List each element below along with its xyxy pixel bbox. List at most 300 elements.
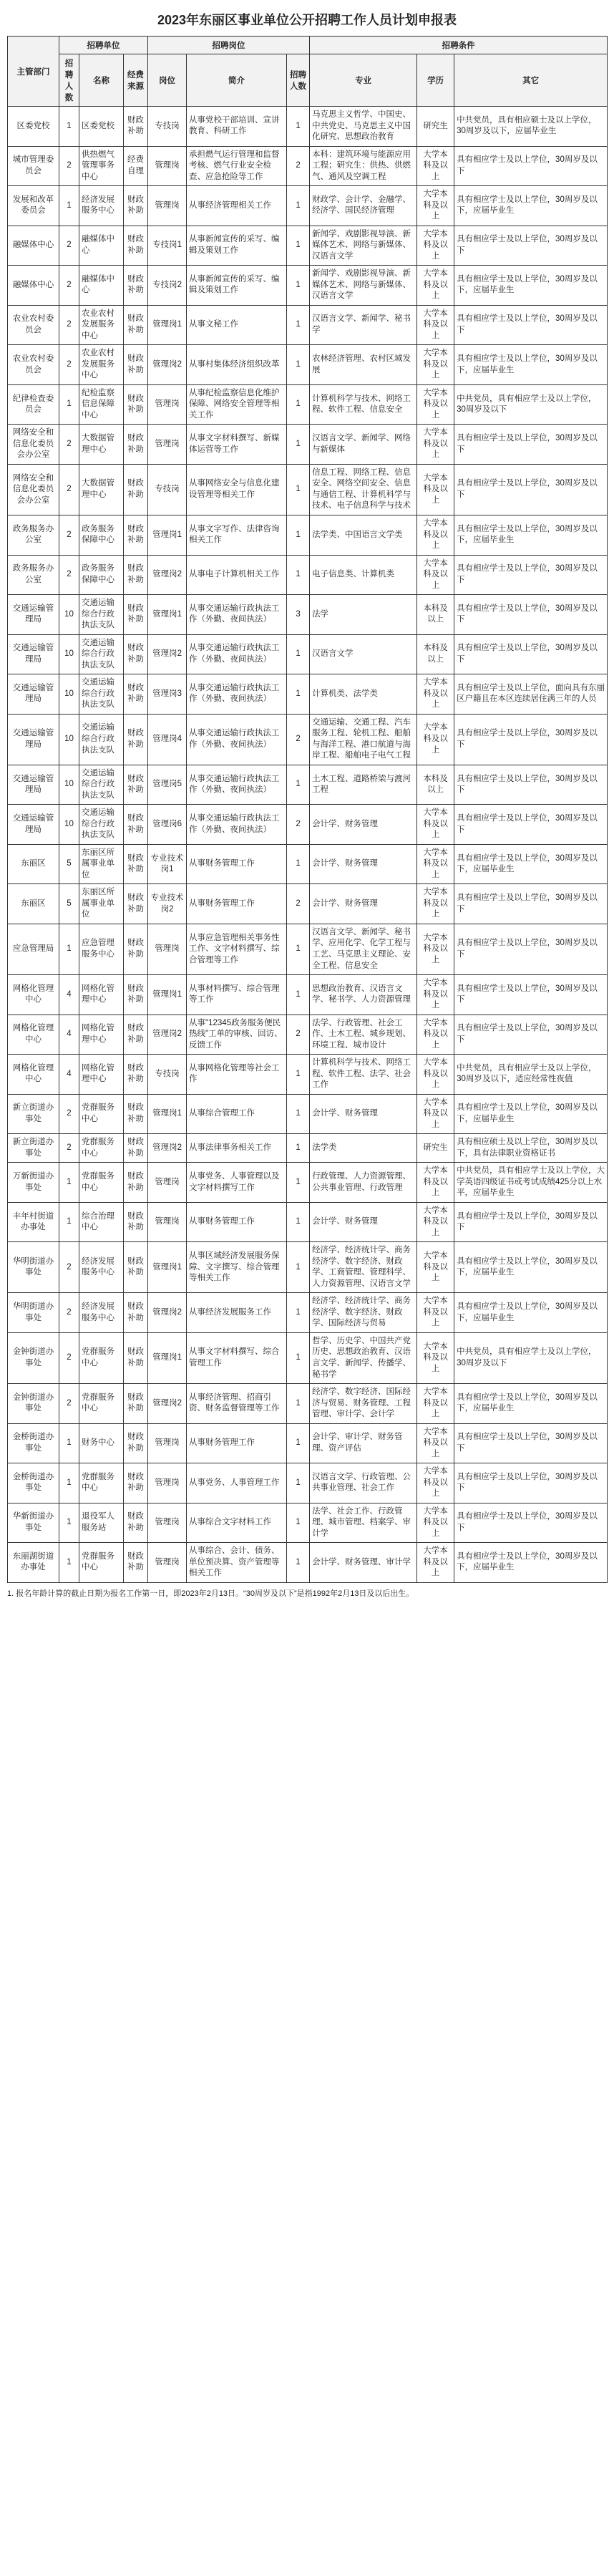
cell-major: 新闻学、戏剧影视导演、新媒体艺术、网络与新媒体、汉语言文学 — [310, 266, 417, 306]
cell-position-count: 3 — [287, 595, 310, 635]
cell-position-count: 1 — [287, 1503, 310, 1543]
cell-other: 具有相应硕士及以上学位，30周岁及以下，具有法律职业资格证书 — [454, 1134, 608, 1163]
cell-other: 中共党员，具有相应学士及以上学位，30周岁及以下 — [454, 1332, 608, 1383]
cell-other: 具有相应学士及以上学位，30周岁及以下，应届毕业生 — [454, 1543, 608, 1583]
cell-unit-count: 1 — [59, 924, 79, 974]
cell-intro: 从事村集体经济组织改革 — [187, 345, 287, 385]
cell-other: 中共党员，具有相应学士及以上学位，大学英语四级证书或考试成绩425分以上水平，应届毕业生 — [454, 1163, 608, 1203]
cell-intro: 从事区域经济发展服务保障、文字撰写、综合管理等相关工作 — [187, 1242, 287, 1293]
cell-intro: 从事交通运输行政执法工作（外勤、夜间执法） — [187, 674, 287, 715]
table-row — [8, 1503, 608, 1543]
cell-unit-name: 应急管理服务中心 — [79, 924, 124, 974]
cell-funding: 财政补助 — [124, 1015, 148, 1055]
cell-unit-count: 4 — [59, 975, 79, 1015]
cell-other: 具有相应学士及以上学位，30周岁及以下，应届毕业生 — [454, 266, 608, 306]
table-row — [8, 305, 608, 345]
cell-department: 网络安全和信息化委员会办公室 — [8, 425, 59, 465]
cell-intro: 从事交通运输行政执法工作（外勤、夜间执法） — [187, 805, 287, 845]
cell-unit-count: 1 — [59, 1423, 79, 1463]
cell-department: 金钟街道办事处 — [8, 1332, 59, 1383]
header-group-position: 招聘岗位 — [148, 37, 310, 54]
cell-department: 金钟街道办事处 — [8, 1384, 59, 1424]
cell-intro: 从事电子计算机相关工作 — [187, 555, 287, 595]
cell-intro: 从事综合文字材料工作 — [187, 1503, 287, 1543]
cell-other: 具有相应学士及以上学位，30周岁及以下，应届毕业生 — [454, 844, 608, 884]
cell-funding: 财政补助 — [124, 1094, 148, 1134]
cell-funding: 财政补助 — [124, 1293, 148, 1333]
cell-position-count: 2 — [287, 146, 310, 186]
cell-department: 华明街道办事处 — [8, 1242, 59, 1293]
cell-position: 管理岗1 — [148, 1332, 187, 1383]
cell-position: 管理岗 — [148, 425, 187, 465]
cell-unit-count: 2 — [59, 305, 79, 345]
cell-intro: 从事网格化管理等社会工作 — [187, 1055, 287, 1095]
cell-major: 本科：建筑环境与能源应用工程；研究生：供热、供燃气、通风及空调工程 — [310, 146, 417, 186]
cell-major: 法学、社会工作、行政管理、城市管理、档案学、审计学 — [310, 1503, 417, 1543]
cell-position: 管理岗1 — [148, 595, 187, 635]
cell-position-count: 1 — [287, 1202, 310, 1242]
table-row — [8, 884, 608, 924]
cell-funding: 财政补助 — [124, 975, 148, 1015]
cell-unit-count: 10 — [59, 765, 79, 805]
cell-education: 大学本科及以上 — [417, 674, 454, 715]
cell-funding: 经费自理 — [124, 146, 148, 186]
cell-major: 行政管理、人力资源管理、公共事业管理、行政管理 — [310, 1163, 417, 1203]
cell-major: 法学类、中国语言文学类 — [310, 515, 417, 555]
cell-education: 大学本科及以上 — [417, 1293, 454, 1333]
cell-department: 华明街道办事处 — [8, 1293, 59, 1333]
cell-other: 具有相应学士及以上学位，30周岁及以下 — [454, 634, 608, 674]
table-row — [8, 765, 608, 805]
table-row — [8, 515, 608, 555]
cell-education: 大学本科及以上 — [417, 1202, 454, 1242]
cell-position: 管理岗1 — [148, 1242, 187, 1293]
cell-position: 管理岗2 — [148, 555, 187, 595]
cell-position-count: 1 — [287, 1134, 310, 1163]
cell-funding: 财政补助 — [124, 1384, 148, 1424]
cell-department: 东丽区 — [8, 884, 59, 924]
cell-major: 思想政治教育、汉语言文学、秘书学、人力资源管理 — [310, 975, 417, 1015]
cell-intro: 从事经济管理相关工作 — [187, 186, 287, 226]
cell-unit-name: 经济发展服务中心 — [79, 1242, 124, 1293]
cell-position: 管理岗4 — [148, 714, 187, 765]
cell-funding: 财政补助 — [124, 305, 148, 345]
cell-department: 交通运输管理局 — [8, 674, 59, 715]
cell-unit-name: 政务服务保障中心 — [79, 515, 124, 555]
cell-unit-count: 10 — [59, 634, 79, 674]
table-row — [8, 226, 608, 266]
cell-intro: 从事交通运输行政执法工作（外勤、夜间执法） — [187, 595, 287, 635]
cell-position-count: 1 — [287, 186, 310, 226]
cell-education: 大学本科及以上 — [417, 384, 454, 425]
cell-department: 金桥街道办事处 — [8, 1423, 59, 1463]
cell-education: 大学本科及以上 — [417, 1332, 454, 1383]
cell-department: 交通运输管理局 — [8, 765, 59, 805]
cell-major: 计算机科学与技术、网络工程、软件工程、信息安全 — [310, 384, 417, 425]
cell-unit-name: 党群服务中心 — [79, 1332, 124, 1383]
cell-major: 会计学、财务管理、审计学 — [310, 1543, 417, 1583]
cell-unit-name: 农业农村发展服务中心 — [79, 305, 124, 345]
cell-education: 本科及以上 — [417, 634, 454, 674]
header-group-unit: 招聘单位 — [59, 37, 148, 54]
cell-education: 大学本科及以上 — [417, 1543, 454, 1583]
cell-other: 具有相应学士及以上学位，30周岁及以下，应届毕业生 — [454, 186, 608, 226]
cell-position: 管理岗2 — [148, 1015, 187, 1055]
table-row — [8, 384, 608, 425]
cell-major: 计算机类、法学类 — [310, 674, 417, 715]
cell-major: 汉语言文学、新闻学、秘书学 — [310, 305, 417, 345]
cell-department: 政务服务办公室 — [8, 555, 59, 595]
cell-unit-name: 党群服务中心 — [79, 1134, 124, 1163]
cell-position: 管理岗 — [148, 146, 187, 186]
cell-funding: 财政补助 — [124, 1332, 148, 1383]
cell-position-count: 1 — [287, 1242, 310, 1293]
cell-unit-name: 东丽区所属事业单位 — [79, 884, 124, 924]
table-row — [8, 1015, 608, 1055]
cell-unit-count: 1 — [59, 186, 79, 226]
cell-intro: 从事新闻宣传的采写、编辑及策划工作 — [187, 266, 287, 306]
cell-major: 汉语言文学 — [310, 634, 417, 674]
cell-position-count: 1 — [287, 1384, 310, 1424]
header-position-count: 招聘人数 — [287, 54, 310, 107]
cell-education: 大学本科及以上 — [417, 805, 454, 845]
cell-unit-count: 2 — [59, 464, 79, 515]
cell-funding: 财政补助 — [124, 595, 148, 635]
cell-major: 会计学、财务管理 — [310, 844, 417, 884]
cell-major: 汉语言文学、新闻学、秘书学、应用化学、化学工程与工艺、马克思主义理论、安全工程、信息安全 — [310, 924, 417, 974]
header-funding: 经费来源 — [124, 54, 148, 107]
cell-position-count: 1 — [287, 266, 310, 306]
cell-other: 中共党员，具有相应学士及以上学位，30周岁及以下，适应经常性夜值 — [454, 1055, 608, 1095]
cell-education: 大学本科及以上 — [417, 515, 454, 555]
cell-department: 网格化管理中心 — [8, 1015, 59, 1055]
table-row — [8, 1163, 608, 1203]
cell-major: 法学类 — [310, 1134, 417, 1163]
cell-funding: 财政补助 — [124, 384, 148, 425]
cell-other: 具有相应学士及以上学位，30周岁及以下 — [454, 1463, 608, 1504]
cell-intro: 从事经济发展服务工作 — [187, 1293, 287, 1333]
cell-education: 大学本科及以上 — [417, 226, 454, 266]
cell-other: 具有相应学士及以上学位，30周岁及以下，应届毕业生 — [454, 515, 608, 555]
cell-unit-count: 4 — [59, 1055, 79, 1095]
cell-major: 会计学、财务管理 — [310, 1202, 417, 1242]
cell-intro: 从事"12345政务服务便民热线"工单的审核、回访、反馈工作 — [187, 1015, 287, 1055]
cell-other: 具有相应学士及以上学位，30周岁及以下 — [454, 1423, 608, 1463]
cell-funding: 财政补助 — [124, 674, 148, 715]
cell-funding: 财政补助 — [124, 266, 148, 306]
cell-unit-name: 党群服务中心 — [79, 1094, 124, 1134]
cell-funding: 财政补助 — [124, 1423, 148, 1463]
cell-other: 具有相应学士及以上学位，30周岁及以下 — [454, 425, 608, 465]
cell-position: 管理岗 — [148, 1543, 187, 1583]
cell-major: 会计学、财务管理 — [310, 1094, 417, 1134]
cell-funding: 财政补助 — [124, 1202, 148, 1242]
cell-unit-count: 5 — [59, 884, 79, 924]
header-position: 岗位 — [148, 54, 187, 107]
cell-funding: 财政补助 — [124, 186, 148, 226]
cell-position: 专技岗1 — [148, 226, 187, 266]
cell-department: 新立街道办事处 — [8, 1094, 59, 1134]
cell-unit-count: 2 — [59, 425, 79, 465]
cell-intro: 从事综合管理工作 — [187, 1094, 287, 1134]
table-header — [8, 37, 608, 107]
cell-other: 具有相应学士及以上学位，30周岁及以下 — [454, 464, 608, 515]
cell-unit-count: 2 — [59, 345, 79, 385]
cell-position-count: 1 — [287, 515, 310, 555]
cell-department: 丰年村街道办事处 — [8, 1202, 59, 1242]
cell-unit-count: 2 — [59, 555, 79, 595]
cell-department: 网络安全和信息化委员会办公室 — [8, 464, 59, 515]
cell-major: 会计学、财务管理 — [310, 884, 417, 924]
cell-department: 农业农村委员会 — [8, 305, 59, 345]
cell-education: 大学本科及以上 — [417, 714, 454, 765]
cell-other: 具有相应学士及以上学位，30周岁及以下 — [454, 226, 608, 266]
cell-department: 交通运输管理局 — [8, 595, 59, 635]
cell-position-count: 1 — [287, 305, 310, 345]
table-row — [8, 1202, 608, 1242]
cell-unit-count: 2 — [59, 1094, 79, 1134]
cell-funding: 财政补助 — [124, 1055, 148, 1095]
cell-intro: 从事党务、人事管理以及文字材料撰写工作 — [187, 1163, 287, 1203]
cell-unit-name: 交通运输综合行政执法支队 — [79, 714, 124, 765]
cell-education: 大学本科及以上 — [417, 975, 454, 1015]
cell-unit-count: 10 — [59, 805, 79, 845]
cell-education: 大学本科及以上 — [417, 1055, 454, 1095]
cell-unit-count: 2 — [59, 1384, 79, 1424]
header-education: 学历 — [417, 54, 454, 107]
cell-position: 专技岗2 — [148, 266, 187, 306]
cell-intro: 从事交通运输行政执法工作（外勤、夜间执法） — [187, 714, 287, 765]
table-row — [8, 1242, 608, 1293]
cell-major: 哲学、历史学、中国共产党历史、思想政治教育、汉语言文学、新闻学、传播学、秘书学 — [310, 1332, 417, 1383]
cell-department: 金桥街道办事处 — [8, 1463, 59, 1504]
cell-department: 网格化管理中心 — [8, 975, 59, 1015]
cell-position: 专技岗 — [148, 1055, 187, 1095]
recruitment-table — [7, 36, 608, 1583]
cell-education: 大学本科及以上 — [417, 186, 454, 226]
cell-education: 研究生 — [417, 107, 454, 147]
cell-department: 交通运输管理局 — [8, 714, 59, 765]
table-row — [8, 844, 608, 884]
cell-unit-name: 东丽区所属事业单位 — [79, 844, 124, 884]
table-row — [8, 1094, 608, 1134]
cell-education: 大学本科及以上 — [417, 1163, 454, 1203]
cell-funding: 财政补助 — [124, 1163, 148, 1203]
table-row — [8, 924, 608, 974]
cell-funding: 财政补助 — [124, 226, 148, 266]
table-row — [8, 107, 608, 147]
cell-intro: 从事经济管理、招商引资、财务监督管理等工作 — [187, 1384, 287, 1424]
cell-department: 交通运输管理局 — [8, 634, 59, 674]
cell-position: 管理岗3 — [148, 674, 187, 715]
cell-education: 大学本科及以上 — [417, 266, 454, 306]
table-row — [8, 1543, 608, 1583]
cell-position: 管理岗2 — [148, 345, 187, 385]
cell-education: 大学本科及以上 — [417, 1384, 454, 1424]
cell-other: 具有相应学士及以上学位，30周岁及以下 — [454, 765, 608, 805]
cell-unit-name: 交通运输综合行政执法支队 — [79, 765, 124, 805]
cell-funding: 财政补助 — [124, 884, 148, 924]
table-row — [8, 714, 608, 765]
cell-major: 财政学、会计学、金融学、经济学、国民经济管理 — [310, 186, 417, 226]
cell-major: 农林经济管理、农村区域发展 — [310, 345, 417, 385]
header-unit-count: 招聘人数 — [59, 54, 79, 107]
cell-major: 信息工程、网络工程、信息安全、网络空间安全、信息与通信工程、计算机科学与技术、电子信息科学与技术 — [310, 464, 417, 515]
header-intro: 简介 — [187, 54, 287, 107]
cell-major: 会计学、财务管理 — [310, 805, 417, 845]
cell-unit-count: 10 — [59, 674, 79, 715]
cell-major: 马克思主义哲学、中国史、中共党史、马克思主义中国化研究、思想政治教育 — [310, 107, 417, 147]
cell-unit-name: 财务中心 — [79, 1423, 124, 1463]
cell-major: 交通运输、交通工程、汽车服务工程、轮机工程、船舶与海洋工程、港口航道与海岸工程、船舶电子电气工程 — [310, 714, 417, 765]
cell-education: 大学本科及以上 — [417, 1423, 454, 1463]
cell-unit-count: 2 — [59, 146, 79, 186]
cell-position-count: 1 — [287, 1163, 310, 1203]
cell-funding: 财政补助 — [124, 924, 148, 974]
cell-major: 经济学、经济统计学、商务经济学、数字经济、财政学、国际经济与贸易 — [310, 1293, 417, 1333]
table-body — [8, 107, 608, 1583]
cell-position-count: 2 — [287, 1015, 310, 1055]
cell-other: 具有相应学士及以上学位，30周岁及以下 — [454, 595, 608, 635]
table-row — [8, 805, 608, 845]
cell-position: 专技岗 — [148, 464, 187, 515]
cell-unit-count: 10 — [59, 714, 79, 765]
cell-intro: 承担燃气运行管理和监督考核、燃气行业安全检查、应急抢险等工作 — [187, 146, 287, 186]
cell-position-count: 1 — [287, 425, 310, 465]
cell-position: 管理岗 — [148, 1503, 187, 1543]
header-other: 其它 — [454, 54, 608, 107]
cell-unit-count: 1 — [59, 1202, 79, 1242]
cell-funding: 财政补助 — [124, 515, 148, 555]
cell-department: 发展和改革委员会 — [8, 186, 59, 226]
cell-position: 专技岗 — [148, 107, 187, 147]
cell-department: 融媒体中心 — [8, 266, 59, 306]
cell-intro: 从事文字写作、法律咨询相关工作 — [187, 515, 287, 555]
page-title: 2023年东丽区事业单位公开招聘工作人员计划申报表 — [157, 13, 457, 27]
cell-intro: 从事法律事务相关工作 — [187, 1134, 287, 1163]
cell-funding: 财政补助 — [124, 1503, 148, 1543]
cell-position: 管理岗 — [148, 1463, 187, 1504]
cell-department: 网格化管理中心 — [8, 1055, 59, 1095]
footnote: 1. 报名年龄计算的截止日期为报名工作第一日，即2023年2月13日。“30周岁及以下”是指1992年2月13日及以后出生。 — [7, 1589, 414, 1598]
cell-department: 纪律检查委员会 — [8, 384, 59, 425]
cell-education: 大学本科及以上 — [417, 884, 454, 924]
cell-position: 管理岗 — [148, 186, 187, 226]
cell-major: 法学、行政管理、社会工作、土木工程、城乡规划、环境工程、城市设计 — [310, 1015, 417, 1055]
cell-position: 管理岗 — [148, 924, 187, 974]
cell-major: 经济学、数字经济、国际经济与贸易、财务管理、工程管理、审计学、会计学 — [310, 1384, 417, 1424]
header-department: 主管部门 — [8, 37, 59, 107]
table-row — [8, 186, 608, 226]
cell-unit-count: 10 — [59, 595, 79, 635]
cell-intro: 从事财务管理工作 — [187, 844, 287, 884]
cell-education: 本科及以上 — [417, 765, 454, 805]
cell-other: 具有相应学士及以上学位，30周岁及以下 — [454, 1015, 608, 1055]
cell-unit-name: 退役军人服务站 — [79, 1503, 124, 1543]
header-group-conditions: 招聘条件 — [310, 37, 608, 54]
cell-major: 新闻学、戏剧影视导演、新媒体艺术、网络与新媒体、汉语言文学 — [310, 226, 417, 266]
header-major: 专业 — [310, 54, 417, 107]
cell-intro: 从事交通运输行政执法工作（外勤、夜间执法） — [187, 634, 287, 674]
cell-unit-count: 1 — [59, 1543, 79, 1583]
cell-funding: 财政补助 — [124, 765, 148, 805]
cell-position: 管理岗2 — [148, 1293, 187, 1333]
cell-department: 东丽湖街道办事处 — [8, 1543, 59, 1583]
cell-other: 具有相应学士及以上学位，30周岁及以下，应届毕业生 — [454, 1293, 608, 1333]
cell-department: 新立街道办事处 — [8, 1134, 59, 1163]
cell-position: 管理岗1 — [148, 515, 187, 555]
cell-department: 交通运输管理局 — [8, 805, 59, 845]
cell-other: 具有相应学士及以上学位，30周岁及以下 — [454, 805, 608, 845]
cell-unit-count: 1 — [59, 384, 79, 425]
cell-education: 大学本科及以上 — [417, 146, 454, 186]
cell-unit-count: 2 — [59, 515, 79, 555]
cell-other: 具有相应学士及以上学位，面向具有东丽区户籍且在本区连续居住满三年的人员 — [454, 674, 608, 715]
cell-education: 大学本科及以上 — [417, 305, 454, 345]
cell-position-count: 1 — [287, 844, 310, 884]
cell-department: 应急管理局 — [8, 924, 59, 974]
cell-other: 具有相应学士及以上学位，30周岁及以下 — [454, 555, 608, 595]
table-row — [8, 975, 608, 1015]
cell-other: 中共党员，具有相应学士及以上学位，30周岁及以下 — [454, 384, 608, 425]
cell-position-count: 1 — [287, 634, 310, 674]
cell-position: 管理岗1 — [148, 1094, 187, 1134]
cell-unit-name: 政务服务保障中心 — [79, 555, 124, 595]
cell-position-count: 1 — [287, 226, 310, 266]
cell-position-count: 1 — [287, 107, 310, 147]
cell-education: 大学本科及以上 — [417, 1015, 454, 1055]
cell-other: 具有相应学士及以上学位，30周岁及以下 — [454, 924, 608, 974]
cell-funding: 财政补助 — [124, 464, 148, 515]
cell-major: 土木工程、道路桥梁与渡河工程 — [310, 765, 417, 805]
cell-position-count: 1 — [287, 345, 310, 385]
cell-position: 管理岗5 — [148, 765, 187, 805]
cell-other: 具有相应学士及以上学位，30周岁及以下，应届毕业生 — [454, 1242, 608, 1293]
cell-unit-count: 2 — [59, 266, 79, 306]
cell-position: 管理岗6 — [148, 805, 187, 845]
cell-position: 管理岗2 — [148, 1134, 187, 1163]
cell-major: 汉语言文学、行政管理、公共事业管理、社会工作 — [310, 1463, 417, 1504]
cell-funding: 财政补助 — [124, 555, 148, 595]
cell-intro: 从事纪检监察信息化维护保障、网络安全管理等相关工作 — [187, 384, 287, 425]
cell-position: 管理岗 — [148, 1202, 187, 1242]
cell-other: 具有相应学士及以上学位，30周岁及以下 — [454, 305, 608, 345]
cell-funding: 财政补助 — [124, 1242, 148, 1293]
cell-education: 大学本科及以上 — [417, 1242, 454, 1293]
cell-education: 大学本科及以上 — [417, 345, 454, 385]
cell-unit-name: 大数据管理中心 — [79, 425, 124, 465]
cell-unit-name: 交通运输综合行政执法支队 — [79, 805, 124, 845]
cell-unit-count: 1 — [59, 1463, 79, 1504]
cell-education: 大学本科及以上 — [417, 924, 454, 974]
cell-department: 农业农村委员会 — [8, 345, 59, 385]
cell-position: 管理岗1 — [148, 305, 187, 345]
table-row — [8, 1055, 608, 1095]
cell-unit-name: 网格化管理中心 — [79, 1015, 124, 1055]
cell-unit-count: 2 — [59, 226, 79, 266]
cell-unit-name: 交通运输综合行政执法支队 — [79, 595, 124, 635]
cell-position: 管理岗 — [148, 1163, 187, 1203]
cell-position-count: 1 — [287, 1293, 310, 1333]
cell-position-count: 1 — [287, 1543, 310, 1583]
cell-education: 大学本科及以上 — [417, 1094, 454, 1134]
cell-unit-name: 融媒体中心 — [79, 266, 124, 306]
cell-intro: 从事应急管理相关事务性工作、文字材料撰写、综合管理等工作 — [187, 924, 287, 974]
cell-other: 具有相应学士及以上学位，30周岁及以下 — [454, 975, 608, 1015]
cell-intro: 从事党校干部培训、宣讲教育、科研工作 — [187, 107, 287, 147]
table-row — [8, 266, 608, 306]
cell-unit-name: 交通运输综合行政执法支队 — [79, 674, 124, 715]
